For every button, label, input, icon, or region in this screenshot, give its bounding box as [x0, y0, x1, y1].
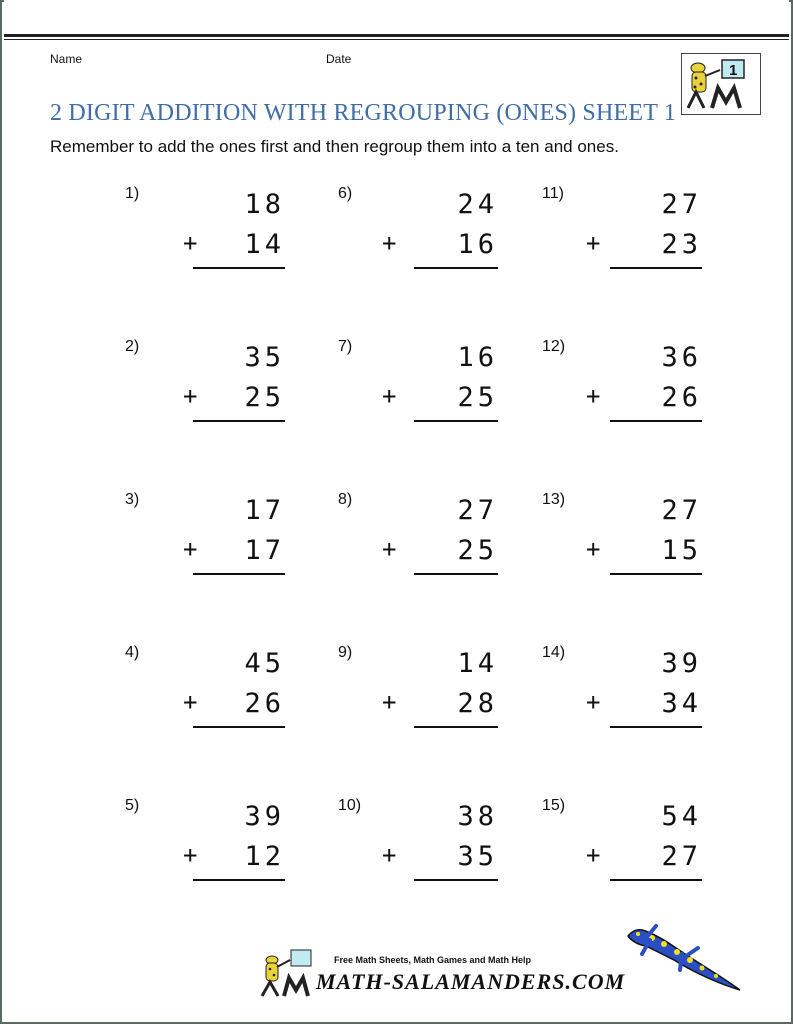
answer-line	[414, 420, 498, 422]
addend-bottom: 26	[661, 382, 702, 413]
problem-number: 1)	[125, 185, 140, 202]
addend-bottom: 23	[661, 229, 702, 260]
addend-top: 38	[457, 801, 498, 832]
addend-bottom: 15	[661, 535, 702, 566]
problem-2	[125, 338, 285, 448]
addend-top: 39	[244, 801, 285, 832]
problem-1	[125, 185, 285, 295]
instructions: Remember to add the ones first and then regroup them into a ten and ones.	[50, 137, 619, 156]
addend-bottom: 26	[244, 688, 285, 719]
addend-bottom: 27	[661, 841, 702, 872]
answer-line	[193, 573, 285, 575]
plus-sign: +	[382, 535, 397, 563]
top-rule	[4, 39, 789, 40]
footer-tagline: Free Math Sheets, Math Games and Math Help	[334, 955, 532, 965]
addend-top: 27	[661, 189, 702, 220]
problem-number: 14)	[542, 644, 566, 661]
plus-sign: +	[586, 229, 601, 257]
logo-number: 1	[729, 62, 738, 79]
footer-brand: MATH-SALAMANDERS.COM	[316, 969, 626, 994]
addend-top: 17	[244, 495, 285, 526]
problem-number: 6)	[338, 185, 353, 202]
plus-sign: +	[183, 841, 198, 869]
problem-8	[338, 491, 498, 601]
problem-6	[338, 185, 498, 295]
addend-top: 54	[661, 801, 702, 832]
answer-line	[610, 420, 702, 422]
addend-top: 14	[457, 648, 498, 679]
answer-line	[193, 726, 285, 728]
answer-line	[193, 420, 285, 422]
addend-top: 35	[244, 342, 285, 373]
addend-top: 45	[244, 648, 285, 679]
problem-number: 4)	[125, 644, 140, 661]
plus-sign: +	[586, 535, 601, 563]
problem-number: 5)	[125, 797, 140, 814]
problem-number: 12)	[542, 338, 566, 355]
top-band	[4, 0, 789, 37]
problem-number: 7)	[338, 338, 353, 355]
name-label: Name	[50, 52, 83, 66]
problem-4	[125, 644, 285, 754]
answer-line	[610, 726, 702, 728]
footer-logo-icon	[258, 948, 318, 1000]
date-label: Date	[326, 52, 352, 66]
answer-line	[610, 267, 702, 269]
problem-3	[125, 491, 285, 601]
addend-bottom: 25	[244, 382, 285, 413]
page-title: 2 DIGIT ADDITION WITH REGROUPING (ONES) SHEET 1	[50, 100, 677, 126]
plus-sign: +	[586, 382, 601, 410]
plus-sign: +	[382, 841, 397, 869]
problem-number: 10)	[338, 797, 362, 814]
addend-bottom: 34	[661, 688, 702, 719]
plus-sign: +	[382, 688, 397, 716]
plus-sign: +	[183, 382, 198, 410]
answer-line	[193, 879, 285, 881]
answer-line	[610, 879, 702, 881]
addend-top: 27	[661, 495, 702, 526]
problem-15	[542, 797, 702, 907]
addend-bottom: 25	[457, 535, 498, 566]
answer-line	[414, 879, 498, 881]
answer-line	[610, 573, 702, 575]
addend-bottom: 25	[457, 382, 498, 413]
answer-line	[414, 726, 498, 728]
problem-number: 2)	[125, 338, 140, 355]
answer-line	[414, 267, 498, 269]
problem-number: 13)	[542, 491, 566, 508]
site-logo	[681, 53, 761, 115]
plus-sign: +	[586, 841, 601, 869]
addend-top: 18	[244, 189, 285, 220]
plus-sign: +	[382, 382, 397, 410]
problem-10	[338, 797, 498, 907]
problem-number: 3)	[125, 491, 140, 508]
problem-14	[542, 644, 702, 754]
problem-number: 9)	[338, 644, 353, 661]
addend-bottom: 17	[244, 535, 285, 566]
plus-sign: +	[586, 688, 601, 716]
problem-5	[125, 797, 285, 907]
problem-7	[338, 338, 498, 448]
problem-13	[542, 491, 702, 601]
addend-bottom: 28	[457, 688, 498, 719]
addend-top: 16	[457, 342, 498, 373]
plus-sign: +	[382, 229, 397, 257]
problem-number: 8)	[338, 491, 353, 508]
addend-bottom: 16	[457, 229, 498, 260]
plus-sign: +	[183, 688, 198, 716]
addend-bottom: 14	[244, 229, 285, 260]
addend-top: 39	[661, 648, 702, 679]
addend-top: 27	[457, 495, 498, 526]
problem-number: 15)	[542, 797, 566, 814]
problem-12	[542, 338, 702, 448]
addend-bottom: 12	[244, 841, 285, 872]
plus-sign: +	[183, 229, 198, 257]
addend-top: 24	[457, 189, 498, 220]
problem-9	[338, 644, 498, 754]
salamander-icon	[622, 924, 746, 996]
plus-sign: +	[183, 535, 198, 563]
problem-11	[542, 185, 702, 295]
addend-bottom: 35	[457, 841, 498, 872]
answer-line	[414, 573, 498, 575]
problem-number: 11)	[542, 185, 564, 202]
addend-top: 36	[661, 342, 702, 373]
answer-line	[193, 267, 285, 269]
salamander-teacher-icon	[682, 54, 760, 114]
